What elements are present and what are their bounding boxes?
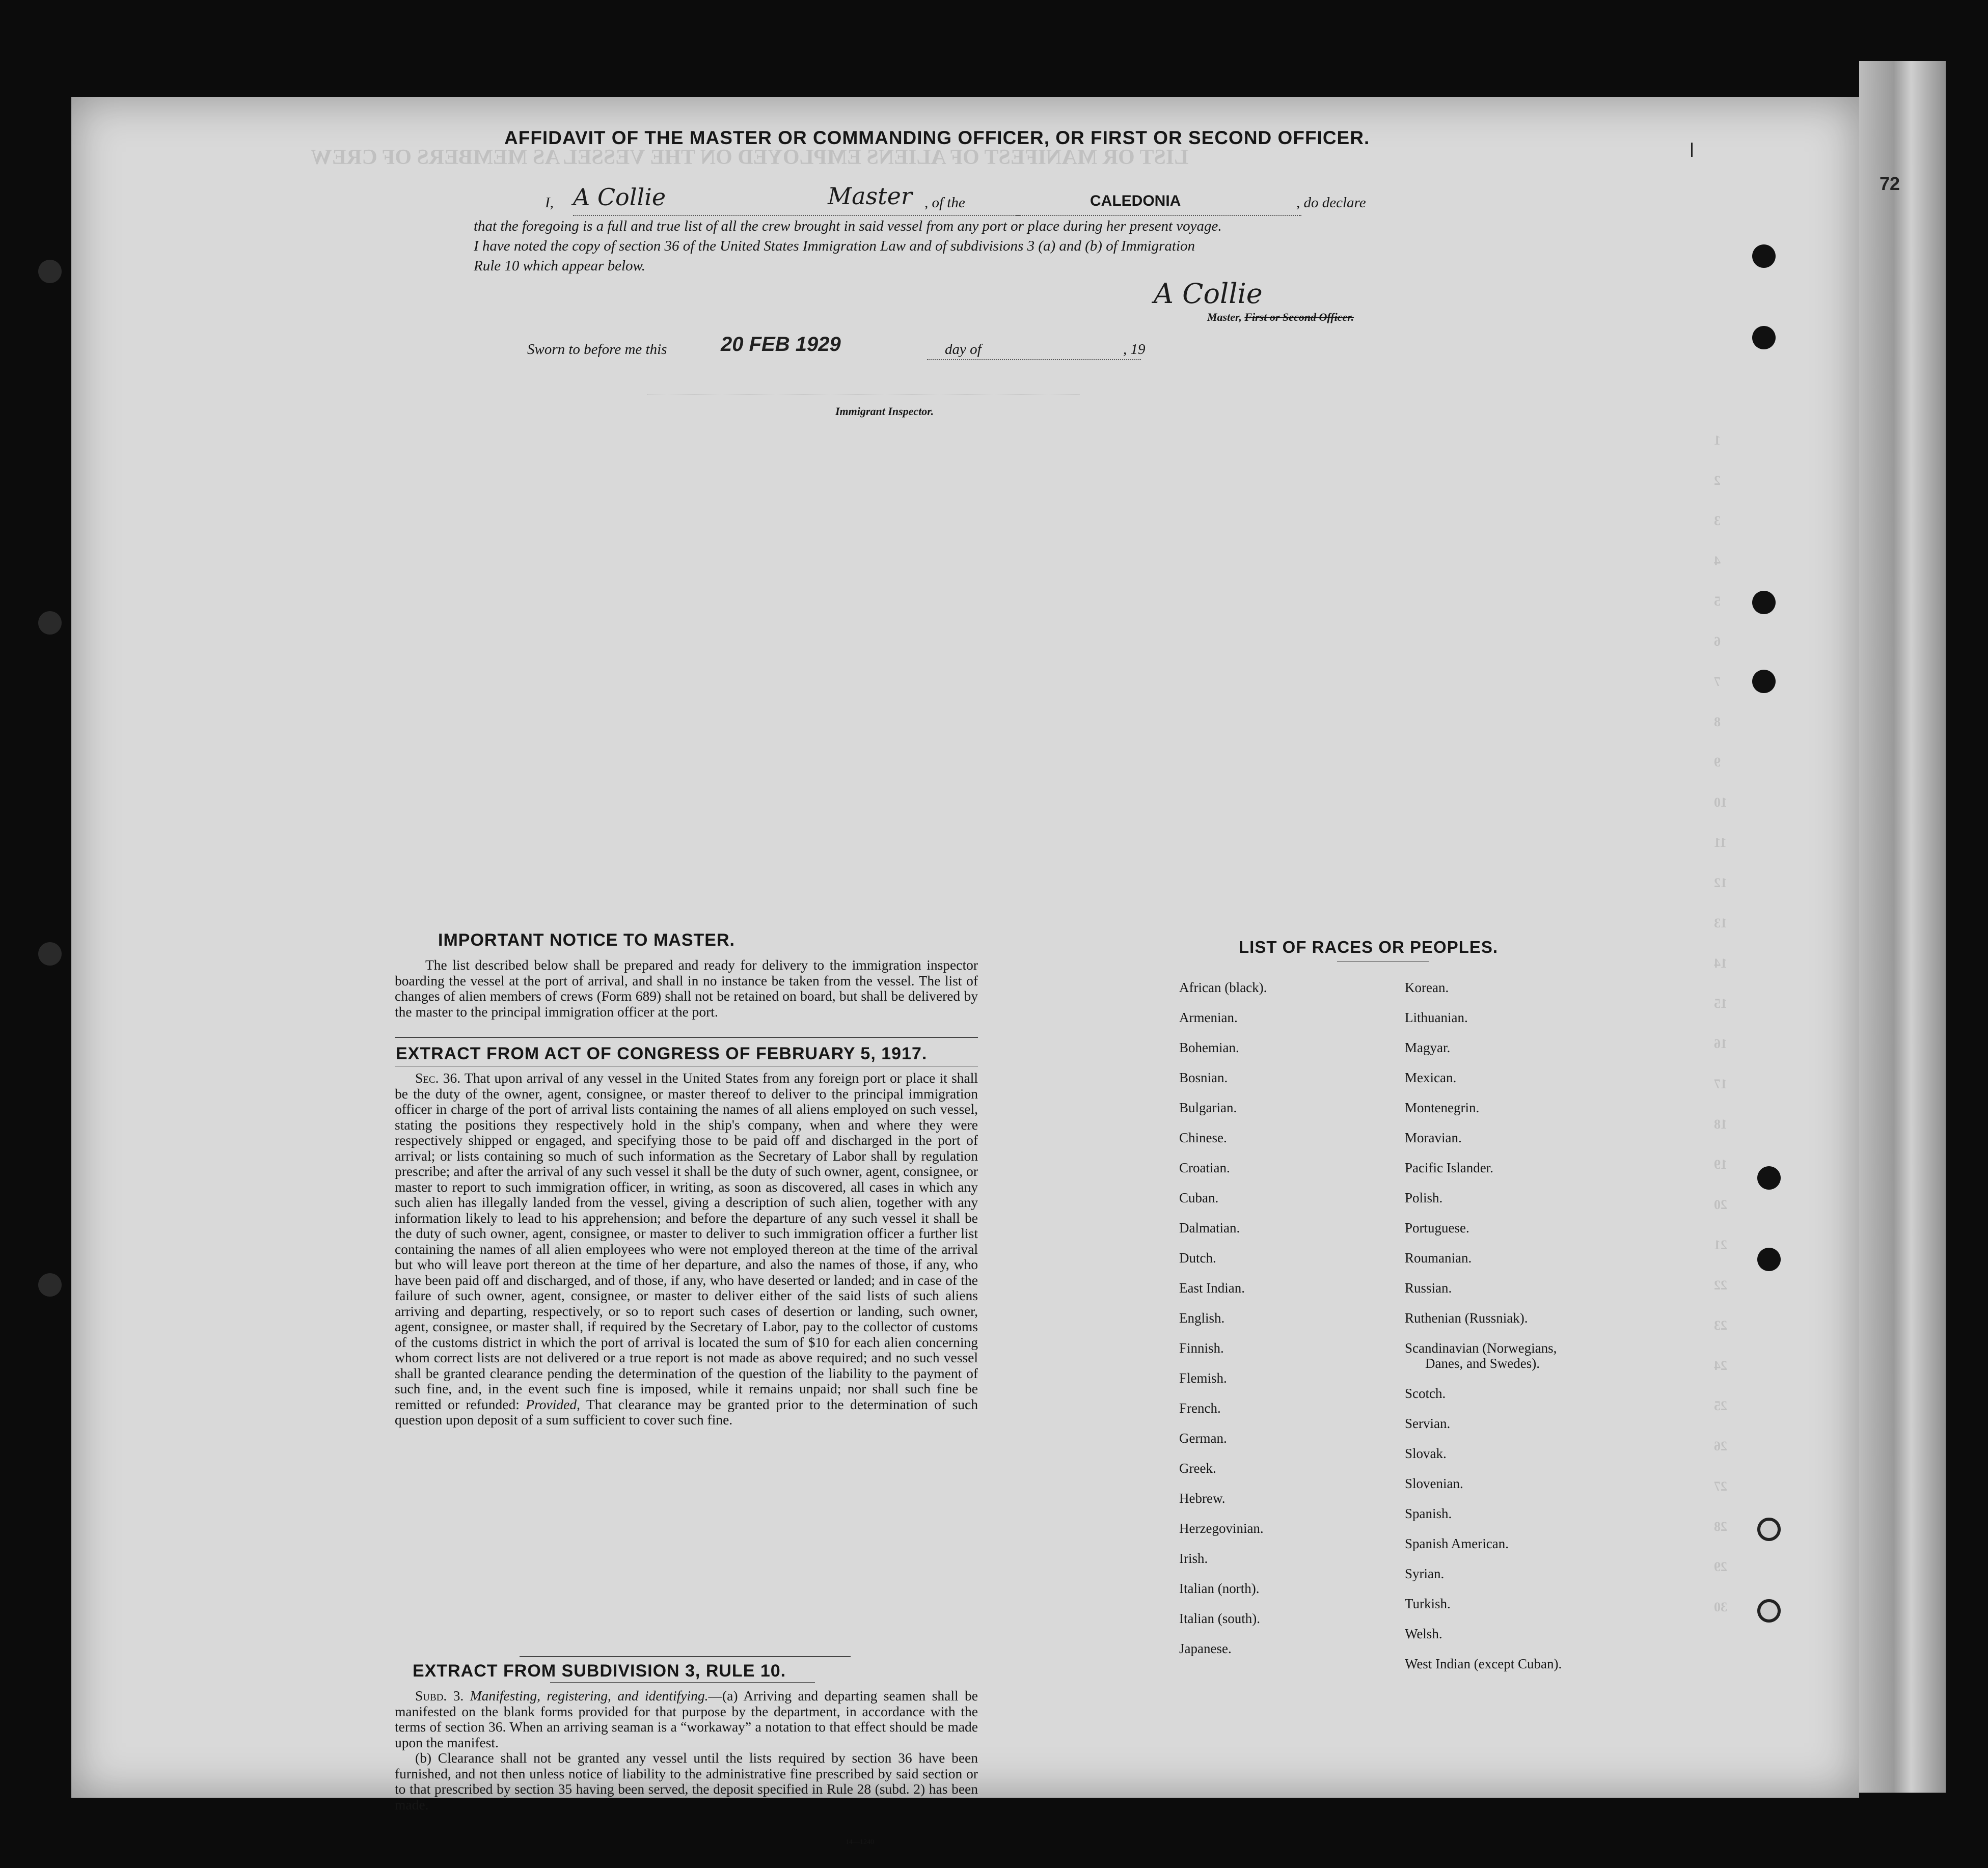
race-right-19: Spanish American. (1405, 1536, 1509, 1551)
race-left-14: French. (1179, 1400, 1221, 1416)
race-left-20: Italian (north). (1179, 1581, 1260, 1596)
race-left-8: Dalmatian. (1179, 1220, 1240, 1235)
race-left-11: English. (1179, 1310, 1225, 1326)
bleed-through-row-number: 20 (1714, 1197, 1727, 1212)
race-left-7: Cuban. (1179, 1190, 1219, 1205)
binder-hole-8 (1757, 1599, 1781, 1623)
race-left-19: Irish. (1179, 1551, 1208, 1566)
bleed-through-row-number: 30 (1714, 1600, 1727, 1614)
subd-title: Manifesting, registering, and identifying. (470, 1688, 709, 1704)
bleed-through-row-number: 21 (1714, 1238, 1727, 1252)
race-right-2: Magyar. (1405, 1040, 1451, 1055)
race-left-16: Greek. (1179, 1461, 1216, 1476)
race-right-4: Montenegrin. (1405, 1100, 1480, 1115)
race-right-6: Pacific Islander. (1405, 1160, 1493, 1175)
race-right-20: Syrian. (1405, 1566, 1445, 1581)
bleed-through-row-number: 19 (1714, 1157, 1727, 1172)
proviso-word: Provided, (526, 1396, 580, 1412)
race-left-5: Chinese. (1179, 1130, 1227, 1145)
rule-para-a (395, 1688, 978, 1750)
race-left-0: African (black). (1179, 980, 1267, 995)
race-left-18: Herzegovinian. (1179, 1521, 1264, 1536)
bleed-through-row-number: 1 (1714, 433, 1721, 448)
proviso-text: That clearance may be granted prior to the determination of such question upon deposit of a sum sufficient to cover such fine. (395, 1396, 978, 1427)
page-number: 72 (1880, 173, 1900, 194)
inspector-caption: Immigrant Inspector. (835, 405, 934, 418)
binder-hole-4 (1752, 670, 1776, 693)
do-declare-text: , do declare (1296, 195, 1366, 211)
race-right-3: Mexican. (1405, 1070, 1457, 1085)
race-right-17: Slovenian. (1405, 1476, 1463, 1491)
rule-heading-divider (550, 1682, 815, 1683)
races-heading: LIST OF RACES OR PEOPLES. (1239, 938, 1499, 956)
race-right-5: Moravian. (1405, 1130, 1462, 1145)
race-right-9: Roumanian. (1405, 1250, 1472, 1266)
manifest-page (71, 97, 1900, 1846)
bleed-through-row-number: 26 (1714, 1439, 1727, 1453)
bleed-through-title: LIST OR MANIFEST OF ALIENS EMPLOYED ON THE VESSEL AS MEMBERS OF CREW (311, 146, 1189, 169)
bleed-through-row-number: 25 (1714, 1398, 1727, 1413)
race-left-9: Dutch. (1179, 1250, 1216, 1266)
bleed-through-row-number: 8 (1714, 715, 1721, 729)
bleed-through-row-number: 24 (1714, 1358, 1727, 1373)
name-underline (573, 215, 1021, 216)
race-left-21: Italian (south). (1179, 1611, 1260, 1626)
race-left-13: Flemish. (1179, 1370, 1227, 1386)
left-edge-hole-1 (38, 260, 62, 283)
race-right-13: Danes, and Swedes). (1425, 1356, 1540, 1371)
bleed-through-row-number: 6 (1714, 634, 1721, 649)
rule-para-b: (b) Clearance shall not be granted any vessel until the lists required by section 36 have been furnished, and not then unless notice of liability to the administrative fine prescribed by said section or to that prescribed by section 35 having been served, the deposit specified in Rule 28 (subd. 2) has been made. (395, 1750, 978, 1812)
binder-hole-1 (1752, 244, 1776, 268)
race-left-4: Bulgarian. (1179, 1100, 1237, 1115)
race-right-0: Korean. (1405, 980, 1449, 995)
act-extract-body (395, 1070, 978, 1428)
bleed-through-row-number: 15 (1714, 996, 1727, 1011)
day-of-text: day of (945, 341, 982, 358)
bleed-through-row-number: 7 (1714, 674, 1721, 689)
signer-rank: Master (828, 182, 912, 210)
bleed-through-row-number: 29 (1714, 1559, 1727, 1574)
left-edge-hole-3 (38, 942, 62, 966)
race-right-10: Russian. (1405, 1280, 1452, 1296)
race-left-15: German. (1179, 1431, 1227, 1446)
race-right-1: Lithuanian. (1405, 1010, 1468, 1025)
form-number: 14—1240 (846, 1838, 874, 1846)
race-right-18: Spanish. (1405, 1506, 1452, 1521)
binder-hole-7 (1757, 1518, 1781, 1541)
bleed-through-row-number: 22 (1714, 1278, 1727, 1293)
binder-hole-6 (1757, 1248, 1781, 1271)
race-left-6: Croatian. (1179, 1160, 1230, 1175)
race-left-12: Finnish. (1179, 1340, 1224, 1356)
margin-tick (1691, 143, 1693, 157)
signature-caption (1207, 311, 1354, 324)
bleed-through-row-number: 23 (1714, 1318, 1727, 1333)
signature-caption-officers: First or Second Officer. (1244, 311, 1354, 323)
notice-text: The list described below shall be prepared and ready for delivery to the immigration inspector boarding the vessel at the port of arrival, and shall in no instance be taken from the vessel. The list of changes of alien members of crews (Form 689) shall not be retained on board, but shall be delivered by the master to the principal immigration officer at the port. (395, 957, 978, 1020)
master-signature: A Collie (1154, 278, 1263, 310)
notice-heading: IMPORTANT NOTICE TO MASTER. (438, 930, 735, 950)
race-right-12: Scandinavian (Norwegians, (1405, 1340, 1557, 1356)
left-edge-hole-4 (38, 1273, 62, 1297)
act-extract-heading: EXTRACT FROM ACT OF CONGRESS OF FEBRUARY 5, 1917. (396, 1044, 928, 1063)
bleed-through-row-number: 11 (1714, 835, 1727, 850)
bleed-through-row-number: 9 (1714, 755, 1721, 770)
rule-para-a-text: —(a) Arriving and departing seamen shall be manifested on the blank forms provided for that purpose by the department, in accordance with the terms of section 36. When an arriving seaman is a “workaway” a notation to that effect should be made upon the manifest. (395, 1688, 978, 1750)
bleed-through-row-number: 27 (1714, 1479, 1727, 1494)
paper-stack-edge (1859, 61, 1946, 1793)
notice-divider (395, 1037, 978, 1038)
left-edge-hole-2 (38, 611, 62, 635)
race-right-21: Turkish. (1405, 1596, 1451, 1611)
vessel-underline (1016, 215, 1301, 216)
subd-label: Subd. 3. (415, 1688, 464, 1704)
rule-extract-body (395, 1688, 978, 1812)
act-divider (520, 1656, 851, 1657)
binder-hole-5 (1757, 1166, 1781, 1190)
affidavit-line4: Rule 10 which appear below. (474, 258, 645, 274)
race-left-1: Armenian. (1179, 1010, 1238, 1025)
bleed-through-row-number: 17 (1714, 1077, 1727, 1091)
day-of-underline (927, 359, 1141, 360)
bleed-through-row-number: 28 (1714, 1519, 1727, 1534)
date-stamp: 20 FEB 1929 (721, 333, 841, 355)
bleed-through-row-number: 5 (1714, 594, 1721, 609)
bleed-through-row-number: 14 (1714, 956, 1727, 971)
of-the-text: , of the (924, 195, 965, 211)
year-prefix: , 19 (1123, 341, 1146, 358)
race-right-14: Scotch. (1405, 1386, 1446, 1401)
bleed-through-row-number: 2 (1714, 473, 1721, 488)
race-right-23: West Indian (except Cuban). (1405, 1656, 1562, 1671)
race-right-15: Servian. (1405, 1416, 1451, 1431)
race-left-10: East Indian. (1179, 1280, 1245, 1296)
race-right-11: Ruthenian (Russniak). (1405, 1310, 1528, 1326)
affidavit-line3: I have noted the copy of section 36 of the United States Immigration Law and of subdivisions 3 (a) and (b) of Immigration (474, 238, 1195, 254)
affidavit-line1 (545, 182, 1513, 217)
bleed-through-row-number: 10 (1714, 795, 1727, 810)
race-right-16: Slovak. (1405, 1446, 1447, 1461)
race-left-17: Hebrew. (1179, 1491, 1226, 1506)
bleed-through-row-number: 12 (1714, 875, 1727, 890)
bleed-through-row-number: 13 (1714, 916, 1727, 930)
section-label: Sec. 36. (415, 1070, 461, 1086)
races-right-column (1405, 973, 1562, 1679)
race-right-22: Welsh. (1405, 1626, 1442, 1641)
signature-caption-master: Master, (1207, 311, 1242, 323)
sworn-line (527, 333, 1240, 372)
bleed-through-row-number: 16 (1714, 1036, 1727, 1051)
i-prefix: I, (545, 195, 554, 211)
rule-extract-heading: EXTRACT FROM SUBDIVISION 3, RULE 10. (413, 1661, 786, 1681)
race-right-7: Polish. (1405, 1190, 1443, 1205)
bleed-through-row-number: 4 (1714, 554, 1721, 568)
races-left-column (1179, 973, 1267, 1664)
bleed-through-row-number: 18 (1714, 1117, 1727, 1132)
race-right-8: Portuguese. (1405, 1220, 1469, 1235)
affidavit-line2: that the foregoing is a full and true list of all the crew brought in said vessel from any port or place during her present voyage. (474, 218, 1222, 234)
binder-hole-3 (1752, 591, 1776, 614)
race-left-2: Bohemian. (1179, 1040, 1239, 1055)
signer-name: A Collie (573, 183, 666, 211)
race-left-3: Bosnian. (1179, 1070, 1228, 1085)
binder-hole-2 (1752, 326, 1776, 349)
notice-body (395, 957, 978, 1020)
vessel-name: CALEDONIA (1090, 193, 1181, 209)
act-body-text: That upon arrival of any vessel in the United States from any foreign port or place it shall be the duty of the owner, agent, consignee, or master thereof to deliver to the principal immigration officer in charge of the port of arrival lists containing the names of all aliens employed on such vessel, stating the positions they respectively hold in the ship's company, when and where they were respectively shipped or engaged, and specifying those to be paid off and discharged in the port of arrival; or lists containing so much of such information as the Secretary of Labor shall by regulation prescribe; and after the arrival of any such vessel it shall be the duty of such owner, agent, consignee, or master to report to such immigration officer, in writing, as soon as discovered, all cases in which any such alien has illegally landed from the vessel, giving a description of such alien, together with any information likely to lead to his apprehension; and before the departure of any such vessel it shall be the duty of such owner, agent, consignee, or master to deliver to such immigration officer a further list containing the names of all alien employees who were not employed thereon at the time of the arrival but who will leave port thereon at the time of her departure, and also the names of those, if any, who have been paid off and discharged, and of those, if any, who have deserted or landed; and in case of the failure of such owner, agent, consignee, or master to deliver either of the said lists of such aliens arriving and departing, respectively, or so to report such cases of desertion or landing, such owner, agent, consignee, or master shall, if required by the Secretary of Labor, pay to the collector of customs of the customs district in which the port of arrival is located the sum of $10 for each alien concerning whom correct lists are not delivered or a true report is not made as above required; and no such vessel shall be granted clearance pending the determination of the question of the liability to the payment of such fine, and, in the event such fine is imposed, while it remains unpaid; nor shall such fine be remitted or refunded: (395, 1070, 978, 1412)
race-left-22: Japanese. (1179, 1641, 1232, 1656)
sworn-prefix: Sworn to before me this (527, 341, 667, 358)
bleed-through-row-number: 3 (1714, 513, 1721, 528)
affidavit-title: AFFIDAVIT OF THE MASTER OR COMMANDING OFFICER, OR FIRST OR SECOND OFFICER. (504, 127, 1370, 148)
